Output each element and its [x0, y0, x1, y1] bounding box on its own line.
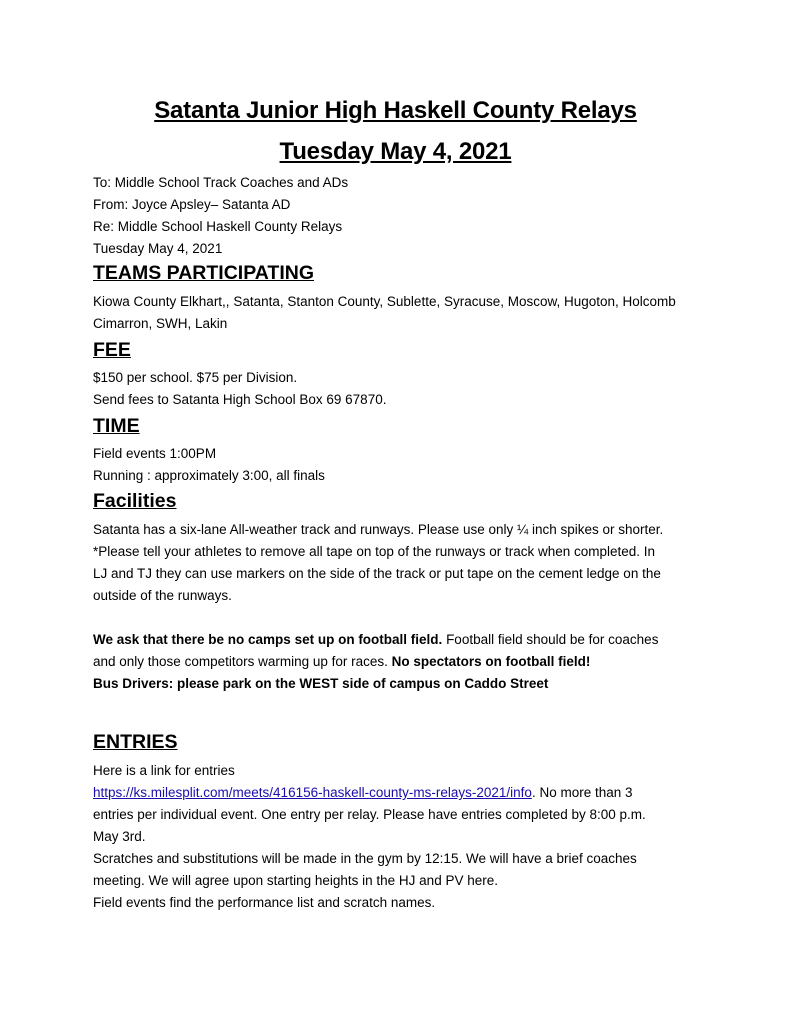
entries-line: Field events find the performance list and scratch names. [93, 895, 436, 910]
document-title: Satanta Junior High Haskell County Relays [154, 97, 637, 124]
facilities-heading: Facilities [93, 490, 177, 512]
memo-date: Tuesday May 4, 2021 [93, 241, 223, 256]
competitors-text: and only those competitors warming up for races. [93, 654, 392, 669]
time-line: Field events 1:00PM [93, 446, 217, 461]
entries-line: May 3rd. [93, 829, 146, 844]
memo-re: Re: Middle School Haskell County Relays [93, 219, 343, 234]
time-line: Running : approximately 3:00, all finals [93, 468, 325, 483]
memo-header [93, 172, 713, 260]
facilities-section [93, 519, 713, 695]
entries-link[interactable]: https://ks.milesplit.com/meets/416156-haskell-county-ms-relays-2021/info [93, 785, 532, 800]
bus-drivers-notice: Bus Drivers: please park on the WEST side of campus on Caddo Street [93, 676, 549, 691]
teams-line: Kiowa County Elkhart,, Satanta, Stanton County, Sublette, Syracuse, Moscow, Hugoton, Holcomb [93, 294, 676, 309]
no-spectators-notice: No spectators on football field! [391, 654, 591, 669]
camps-notice: We ask that there be no camps set up on football field. [93, 632, 443, 647]
entries-section [93, 760, 713, 914]
entries-line: entries per individual event. One entry per relay. Please have entries completed by 8:00 p.m. [93, 807, 646, 822]
camps-rest: Football field should be for coaches [442, 632, 659, 647]
teams-heading: TEAMS PARTICIPATING [93, 262, 314, 284]
fee-line: $150 per school. $75 per Division. [93, 370, 298, 385]
entries-line: Here is a link for entries [93, 763, 235, 778]
entries-link-line [93, 782, 713, 804]
facilities-line: *Please tell your athletes to remove all tape on top of the runways or track when completed. In [93, 544, 656, 559]
fee-line: Send fees to Satanta High School Box 69 67870. [93, 392, 387, 407]
document-date-title: Tuesday May 4, 2021 [279, 138, 512, 165]
time-heading: TIME [93, 415, 140, 437]
facilities-line: Satanta has a six-lane All-weather track and runways. Please use only ¼ inch spikes or shorter. [93, 522, 664, 537]
fee-section [93, 367, 713, 411]
camps-line [93, 629, 713, 651]
fee-heading: FEE [93, 339, 131, 361]
entries-heading: ENTRIES [93, 731, 178, 753]
entries-line: meeting. We will agree upon starting heights in the HJ and PV here. [93, 873, 498, 888]
time-section [93, 443, 713, 487]
entries-line: Scratches and substitutions will be made in the gym by 12:15. We will have a brief coaches [93, 851, 637, 866]
facilities-line: LJ and TJ they can use markers on the side of the track or put tape on the cement ledge on the [93, 566, 661, 581]
facilities-line: outside of the runways. [93, 588, 232, 603]
memo-from: From: Joyce Apsley– Satanta AD [93, 197, 291, 212]
competitors-line [93, 651, 713, 673]
entries-link-suffix: . No more than 3 [531, 785, 633, 800]
teams-line: Cimarron, SWH, Lakin [93, 316, 228, 331]
teams-section [93, 291, 713, 335]
memo-to: To: Middle School Track Coaches and ADs [93, 175, 349, 190]
